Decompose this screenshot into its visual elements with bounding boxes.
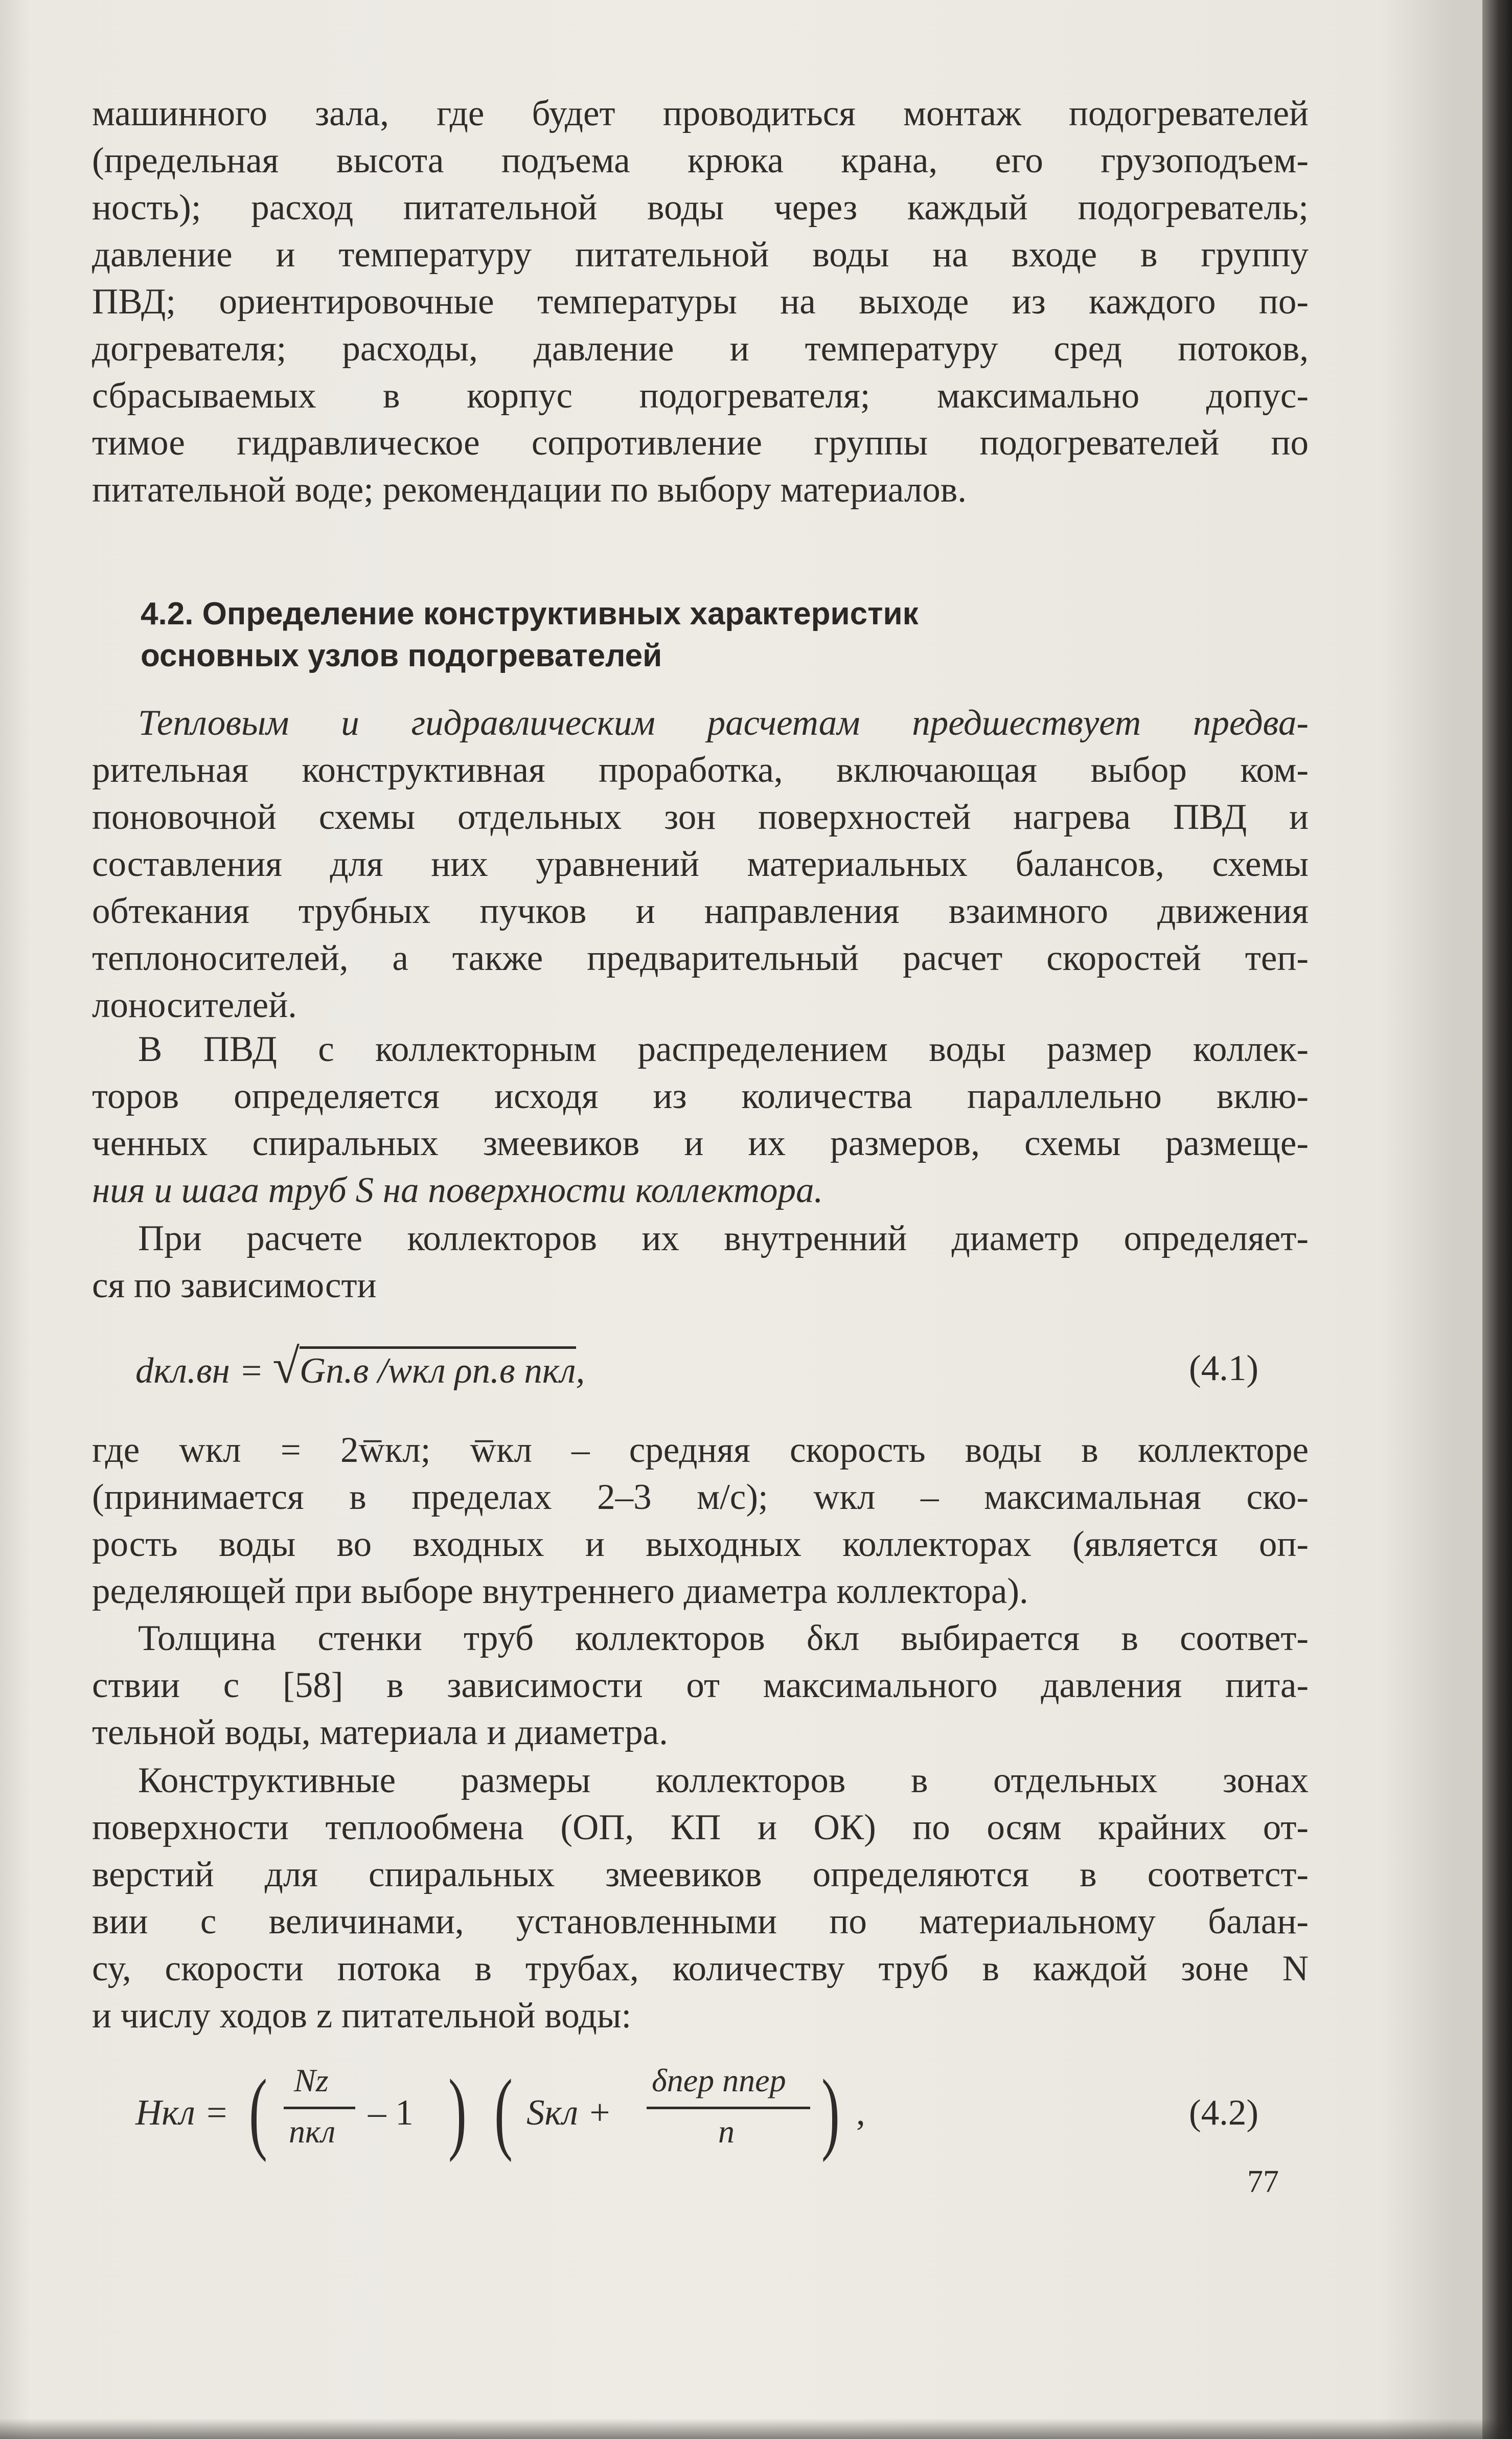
text-line: Толщина стенки труб коллекторов δкл выбирается в соответ- xyxy=(138,1618,1309,1658)
equation-number: (4.2) xyxy=(1189,2093,1259,2133)
fraction-numerator: Nz xyxy=(294,2062,329,2098)
left-paren: ( xyxy=(248,2061,267,2162)
section-heading-line: 4.2. Определение конструктивных характеристик xyxy=(141,596,919,631)
text-line: машинного зала, где будет проводиться монтаж подогревателей xyxy=(92,94,1309,133)
fraction-denominator: n xyxy=(718,2113,735,2150)
section-heading-line: основных узлов подогревателей xyxy=(141,638,662,673)
text-line: рительная конструктивная проработка, включающая выбор ком- xyxy=(92,750,1309,790)
fraction-bar xyxy=(647,2107,810,2109)
text-line: ность); расход питательной воды через каждый подогреватель; xyxy=(92,188,1309,228)
fraction-denominator: nкл xyxy=(289,2113,336,2150)
text-line: Конструктивные размеры коллекторов в отдельных зонах xyxy=(138,1760,1309,1800)
left-paren: ( xyxy=(494,2061,513,2162)
text-line: ПВД; ориентировочные температуры на выходе из каждого по- xyxy=(92,282,1309,322)
thermal-paragraph xyxy=(92,699,1309,1029)
text-line: тельной воды, материала и диаметра. xyxy=(92,1712,668,1752)
pvd-paragraph xyxy=(92,1026,1309,1214)
text-line: ределяющей при выборе внутреннего диаметра коллектора). xyxy=(92,1571,1028,1611)
text-line: ствии с [58] в зависимости от максимального давления пита- xyxy=(92,1665,1309,1705)
calc-paragraph xyxy=(92,1215,1309,1309)
formula-lhs: dкл.вн = xyxy=(135,1351,273,1391)
intro-paragraph xyxy=(92,90,1309,513)
fraction-numerator: δпер nпер xyxy=(652,2062,786,2098)
section-heading xyxy=(141,593,919,677)
text-line: Тепловым и гидравлическим расчетам предшествует предва- xyxy=(138,703,1309,743)
text-line: поновочной схемы отдельных зон поверхностей нагрева ПВД и xyxy=(92,797,1309,837)
text-line: и числу ходов z питательной воды: xyxy=(92,1996,632,2036)
right-paren: ) xyxy=(448,2061,467,2162)
where-paragraph xyxy=(92,1427,1309,1615)
text-line: вии с величинами, установленными по материальному балан- xyxy=(92,1902,1309,1941)
text-line: (принимается в пределах 2–3 м/с); wкл – максимальная ско- xyxy=(92,1477,1309,1517)
formula-4-1 xyxy=(135,1338,585,1394)
text-line: сбрасываемых в корпус подогревателя; максимально допус- xyxy=(92,376,1309,416)
text-line: питательной воде; рекомендации по выбору материалов. xyxy=(92,470,967,510)
text-line: ченных спиральных змеевиков и их размеров, схемы размеще- xyxy=(92,1123,1309,1163)
bottom-shadow xyxy=(0,2419,1512,2439)
formula-lhs: Hкл = xyxy=(135,2093,229,2133)
text-line: догревателя; расходы, давление и температуру сред потоков, xyxy=(92,329,1309,369)
text-line: обтекания трубных пучков и направления взаимного движения xyxy=(92,891,1309,931)
text-line: су, скорости потока в трубах, количеству труб в каждой зоне N xyxy=(92,1949,1309,1989)
sqrt-sign: √ xyxy=(272,1339,300,1393)
design-paragraph xyxy=(92,1757,1309,2039)
text-line: ся по зависимости xyxy=(92,1266,377,1305)
minus-one: – 1 xyxy=(368,2093,414,2133)
text-line: давление и температуру питательной воды на входе в группу xyxy=(92,235,1309,275)
s-term: Sкл + xyxy=(526,2093,612,2133)
book-spine xyxy=(1482,0,1512,2439)
right-paren: ) xyxy=(821,2061,840,2162)
text-line: лоносителей. xyxy=(92,985,297,1025)
text-line: где wкл = 2w̅кл; w̅кл – средняя скорость воды в коллекторе xyxy=(92,1430,1309,1470)
wall-paragraph xyxy=(92,1615,1309,1756)
formula-tail: , xyxy=(576,1351,585,1391)
formula-tail: , xyxy=(856,2093,865,2133)
fraction-bar xyxy=(284,2107,355,2109)
text-line: тимое гидравлическое сопротивление группы подогревателей по xyxy=(92,423,1309,463)
text-line: теплоносителей, а также предварительный расчет скоростей теп- xyxy=(92,938,1309,978)
text-line: ния и шага труб S на поверхности коллектора. xyxy=(92,1170,823,1210)
text-line: (предельная высота подъема крюка крана, его грузоподъем- xyxy=(92,141,1309,180)
text-line: составления для них уравнений материальных балансов, схемы xyxy=(92,844,1309,884)
text-line: рость воды во входных и выходных коллекторах (является оп- xyxy=(92,1524,1309,1564)
equation-number: (4.1) xyxy=(1189,1348,1259,1388)
text-line: торов определяется исходя из количества параллельно вклю- xyxy=(92,1076,1309,1116)
text-line: верстий для спиральных змеевиков определяются в соответст- xyxy=(92,1855,1309,1894)
text-line: поверхности теплообмена (ОП, КП и ОК) по осям крайних от- xyxy=(92,1808,1309,1847)
page-number: 77 xyxy=(1247,2164,1279,2199)
text-line: В ПВД с коллекторным распределением воды размер коллек- xyxy=(138,1029,1309,1069)
formula-radicand: Gп.в /wкл ρп.в nкл xyxy=(300,1346,576,1391)
text-line: При расчете коллекторов их внутренний диаметр определяет- xyxy=(138,1218,1309,1258)
